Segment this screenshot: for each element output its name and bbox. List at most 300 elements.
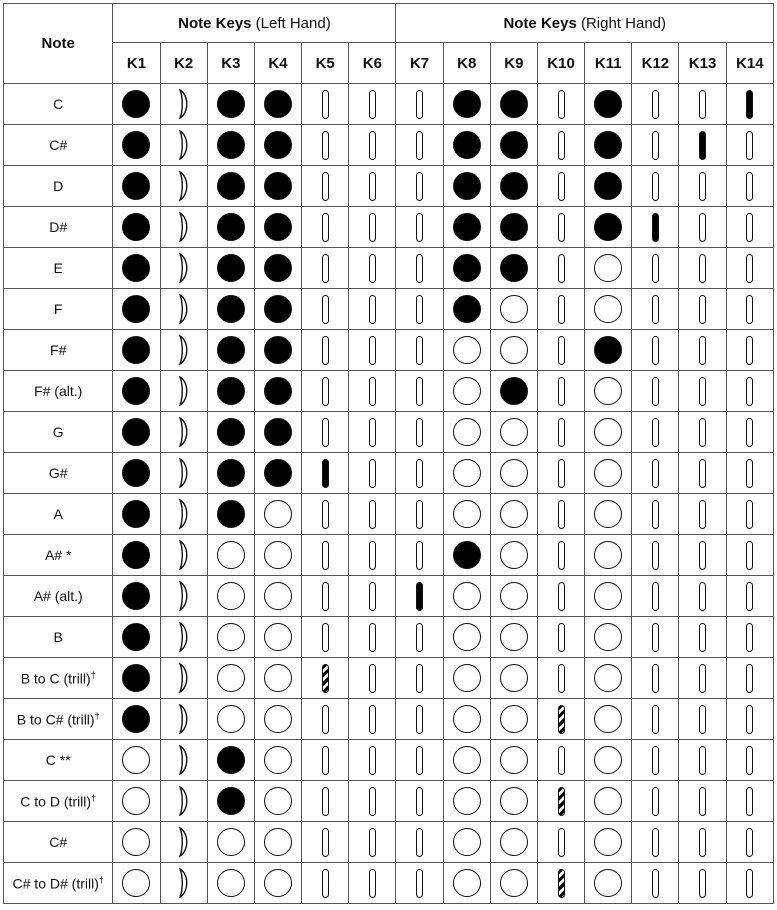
open-hole-icon: [217, 582, 245, 610]
left-hand-group-title: Note Keys: [178, 14, 252, 32]
crescent-key-icon: [177, 827, 191, 857]
key-cell-k11: [585, 740, 632, 781]
table-row: [4, 576, 774, 617]
key-cell-k1: [113, 166, 160, 207]
key-cell-k12: [632, 494, 679, 535]
closed-hole-icon: [453, 90, 481, 118]
open-hole-icon: [453, 705, 481, 733]
key-header-k11: K11: [585, 43, 632, 84]
key-cell-k4: [254, 166, 301, 207]
closed-hole-icon: [264, 254, 292, 282]
key-cell-k4: [254, 412, 301, 453]
open-key-icon: [416, 500, 423, 529]
trill-dagger: †: [90, 669, 96, 680]
key-cell-k1: [113, 125, 160, 166]
key-cell-k13: [679, 125, 726, 166]
open-hole-icon: [594, 459, 622, 487]
open-key-icon: [699, 869, 706, 898]
note-name: [4, 289, 113, 330]
key-header-k8: K8: [443, 43, 490, 84]
key-cell-k4: [254, 576, 301, 617]
key-header-k12: K12: [632, 43, 679, 84]
crescent-key-icon: [177, 581, 191, 611]
table-row: [4, 699, 774, 740]
key-cell-k9: [490, 699, 537, 740]
key-cell-k9: [490, 84, 537, 125]
key-cell-k11: [585, 535, 632, 576]
key-header-k3: K3: [207, 43, 254, 84]
open-key-icon: [416, 541, 423, 570]
key-cell-k4: [254, 658, 301, 699]
open-key-icon: [699, 418, 706, 447]
key-cell-k9: [490, 740, 537, 781]
key-cell-k7: [396, 371, 443, 412]
key-cell-k2: [160, 412, 207, 453]
key-cell-k2: [160, 453, 207, 494]
key-cell-k9: [490, 781, 537, 822]
key-cell-k10: [537, 863, 584, 904]
open-hole-icon: [594, 418, 622, 446]
key-cell-k5: [302, 84, 349, 125]
open-hole-icon: [594, 664, 622, 692]
key-cell-k3: [207, 207, 254, 248]
key-cell-k10: [537, 535, 584, 576]
key-cell-k5: [302, 576, 349, 617]
key-cell-k12: [632, 535, 679, 576]
open-key-icon: [558, 828, 565, 857]
right-hand-group-title: Note Keys: [503, 14, 577, 32]
key-cell-k1: [113, 781, 160, 822]
note-name: [4, 207, 113, 248]
key-cell-k5: [302, 453, 349, 494]
open-key-icon: [369, 541, 376, 570]
key-cell-k3: [207, 863, 254, 904]
key-cell-k10: [537, 617, 584, 658]
open-hole-icon: [594, 705, 622, 733]
open-key-icon: [699, 623, 706, 652]
closed-hole-icon: [217, 131, 245, 159]
key-cell-k13: [679, 166, 726, 207]
open-key-icon: [416, 213, 423, 242]
note-label: G: [52, 424, 64, 440]
key-cell-k10: [537, 412, 584, 453]
open-key-icon: [746, 131, 753, 160]
open-key-icon: [746, 705, 753, 734]
closed-hole-icon: [264, 377, 292, 405]
key-cell-k8: [443, 371, 490, 412]
open-key-icon: [322, 500, 329, 529]
note-label: A# *: [44, 547, 72, 563]
key-cell-k5: [302, 740, 349, 781]
note-label: D: [53, 178, 64, 194]
open-key-icon: [369, 131, 376, 160]
open-hole-icon: [217, 869, 245, 897]
key-cell-k11: [585, 248, 632, 289]
key-cell-k3: [207, 781, 254, 822]
key-cell-k11: [585, 412, 632, 453]
key-cell-k12: [632, 125, 679, 166]
key-header-k13: K13: [679, 43, 726, 84]
open-key-icon: [416, 172, 423, 201]
key-cell-k12: [632, 248, 679, 289]
open-key-icon: [699, 295, 706, 324]
open-hole-icon: [264, 623, 292, 651]
note-name: [4, 371, 113, 412]
key-cell-k10: [537, 371, 584, 412]
open-key-icon: [322, 213, 329, 242]
key-cell-k7: [396, 166, 443, 207]
key-cell-k7: [396, 617, 443, 658]
trill-key-icon: [322, 664, 329, 693]
key-cell-k1: [113, 289, 160, 330]
table-row: [4, 617, 774, 658]
closed-hole-icon: [122, 172, 150, 200]
closed-hole-icon: [217, 90, 245, 118]
open-key-icon: [369, 418, 376, 447]
key-cell-k1: [113, 453, 160, 494]
key-cell-k2: [160, 166, 207, 207]
key-cell-k8: [443, 740, 490, 781]
key-cell-k6: [349, 330, 396, 371]
key-cell-k11: [585, 658, 632, 699]
open-hole-icon: [264, 664, 292, 692]
open-hole-icon: [453, 869, 481, 897]
open-hole-icon: [217, 705, 245, 733]
open-hole-icon: [453, 418, 481, 446]
closed-hole-icon: [217, 746, 245, 774]
open-hole-icon: [122, 828, 150, 856]
open-key-icon: [746, 459, 753, 488]
key-cell-k7: [396, 84, 443, 125]
key-cell-k14: [726, 166, 773, 207]
crescent-key-icon: [177, 458, 191, 488]
open-key-icon: [369, 295, 376, 324]
note-column-header: Note: [4, 4, 113, 84]
open-key-icon: [746, 869, 753, 898]
closed-hole-icon: [122, 336, 150, 364]
key-cell-k9: [490, 863, 537, 904]
key-cell-k8: [443, 494, 490, 535]
open-key-icon: [746, 746, 753, 775]
key-cell-k1: [113, 330, 160, 371]
key-cell-k11: [585, 84, 632, 125]
key-cell-k13: [679, 535, 726, 576]
key-cell-k9: [490, 207, 537, 248]
key-cell-k2: [160, 617, 207, 658]
key-cell-k9: [490, 453, 537, 494]
closed-hole-icon: [500, 254, 528, 282]
note-label: C: [53, 96, 64, 112]
key-cell-k6: [349, 289, 396, 330]
closed-hole-icon: [500, 213, 528, 241]
open-key-icon: [699, 336, 706, 365]
key-cell-k1: [113, 576, 160, 617]
key-cell-k10: [537, 166, 584, 207]
key-cell-k11: [585, 699, 632, 740]
key-cell-k12: [632, 699, 679, 740]
open-key-icon: [699, 582, 706, 611]
open-hole-icon: [217, 664, 245, 692]
open-key-icon: [746, 541, 753, 570]
open-key-icon: [746, 377, 753, 406]
closed-hole-icon: [500, 90, 528, 118]
open-hole-icon: [594, 623, 622, 651]
crescent-key-icon: [177, 212, 191, 242]
open-key-icon: [416, 131, 423, 160]
open-key-icon: [369, 582, 376, 611]
key-cell-k13: [679, 822, 726, 863]
key-cell-k14: [726, 822, 773, 863]
open-hole-icon: [500, 336, 528, 364]
note-label: C **: [45, 752, 71, 768]
key-cell-k4: [254, 535, 301, 576]
table-row: [4, 658, 774, 699]
open-key-icon: [369, 623, 376, 652]
key-cell-k14: [726, 535, 773, 576]
key-cell-k7: [396, 781, 443, 822]
closed-hole-icon: [122, 582, 150, 610]
closed-hole-icon: [122, 459, 150, 487]
closed-hole-icon: [594, 336, 622, 364]
key-cell-k13: [679, 658, 726, 699]
crescent-key-icon: [177, 130, 191, 160]
open-key-icon: [369, 705, 376, 734]
key-cell-k13: [679, 453, 726, 494]
closed-hole-icon: [453, 295, 481, 323]
key-cell-k8: [443, 166, 490, 207]
key-cell-k10: [537, 781, 584, 822]
key-cell-k4: [254, 822, 301, 863]
key-cell-k7: [396, 494, 443, 535]
open-key-icon: [652, 541, 659, 570]
key-cell-k2: [160, 822, 207, 863]
closed-hole-icon: [264, 131, 292, 159]
table-row: [4, 535, 774, 576]
key-cell-k3: [207, 740, 254, 781]
key-cell-k2: [160, 84, 207, 125]
open-hole-icon: [453, 336, 481, 364]
key-cell-k2: [160, 125, 207, 166]
key-cell-k6: [349, 576, 396, 617]
key-cell-k11: [585, 289, 632, 330]
key-cell-k6: [349, 617, 396, 658]
key-cell-k7: [396, 822, 443, 863]
crescent-key-icon: [177, 171, 191, 201]
pressed-key-icon: [322, 459, 329, 488]
key-cell-k3: [207, 822, 254, 863]
note-label: A# (alt.): [33, 588, 83, 604]
crescent-key-icon: [177, 294, 191, 324]
key-cell-k14: [726, 207, 773, 248]
key-cell-k2: [160, 576, 207, 617]
key-cell-k7: [396, 535, 443, 576]
key-cell-k5: [302, 248, 349, 289]
key-cell-k13: [679, 412, 726, 453]
open-key-icon: [558, 336, 565, 365]
pressed-key-icon: [652, 213, 659, 242]
closed-hole-icon: [122, 418, 150, 446]
open-key-icon: [746, 500, 753, 529]
note-name: [4, 330, 113, 371]
crescent-key-icon: [177, 745, 191, 775]
crescent-key-icon: [177, 540, 191, 570]
open-key-icon: [416, 787, 423, 816]
open-key-icon: [322, 336, 329, 365]
key-cell-k13: [679, 576, 726, 617]
table-row: [4, 822, 774, 863]
open-hole-icon: [594, 295, 622, 323]
open-key-icon: [699, 213, 706, 242]
open-key-icon: [369, 213, 376, 242]
fingering-table: [3, 3, 774, 904]
trill-key-icon: [558, 787, 565, 816]
key-cell-k2: [160, 371, 207, 412]
key-cell-k3: [207, 658, 254, 699]
closed-hole-icon: [453, 131, 481, 159]
closed-hole-icon: [264, 172, 292, 200]
key-cell-k3: [207, 166, 254, 207]
closed-hole-icon: [122, 90, 150, 118]
open-hole-icon: [264, 787, 292, 815]
key-cell-k9: [490, 248, 537, 289]
key-cell-k5: [302, 125, 349, 166]
key-cell-k4: [254, 248, 301, 289]
key-cell-k11: [585, 863, 632, 904]
open-key-icon: [369, 172, 376, 201]
open-key-icon: [699, 377, 706, 406]
open-key-icon: [558, 459, 565, 488]
key-cell-k2: [160, 207, 207, 248]
open-key-icon: [558, 172, 565, 201]
key-cell-k12: [632, 822, 679, 863]
open-key-icon: [369, 90, 376, 119]
key-cell-k11: [585, 207, 632, 248]
open-key-icon: [322, 582, 329, 611]
closed-hole-icon: [122, 500, 150, 528]
key-cell-k13: [679, 371, 726, 412]
open-hole-icon: [500, 787, 528, 815]
crescent-key-icon: [177, 417, 191, 447]
note-name: [4, 248, 113, 289]
open-key-icon: [652, 377, 659, 406]
open-hole-icon: [453, 582, 481, 610]
key-cell-k14: [726, 371, 773, 412]
key-cell-k10: [537, 125, 584, 166]
key-cell-k5: [302, 699, 349, 740]
key-cell-k4: [254, 863, 301, 904]
open-hole-icon: [453, 459, 481, 487]
key-cell-k14: [726, 576, 773, 617]
key-cell-k12: [632, 412, 679, 453]
closed-hole-icon: [122, 213, 150, 241]
open-key-icon: [416, 459, 423, 488]
key-cell-k7: [396, 576, 443, 617]
crescent-key-icon: [177, 253, 191, 283]
key-header-k1: K1: [113, 43, 160, 84]
open-key-icon: [558, 623, 565, 652]
open-key-icon: [746, 172, 753, 201]
key-cell-k2: [160, 740, 207, 781]
key-cell-k11: [585, 822, 632, 863]
key-cell-k6: [349, 535, 396, 576]
open-key-icon: [416, 336, 423, 365]
open-key-icon: [416, 418, 423, 447]
open-hole-icon: [594, 787, 622, 815]
key-cell-k1: [113, 207, 160, 248]
open-hole-icon: [453, 500, 481, 528]
key-cell-k13: [679, 699, 726, 740]
key-cell-k2: [160, 535, 207, 576]
open-hole-icon: [500, 541, 528, 569]
key-cell-k2: [160, 494, 207, 535]
right-hand-group-subtitle: (Right Hand): [576, 14, 666, 32]
key-cell-k14: [726, 863, 773, 904]
open-key-icon: [652, 172, 659, 201]
closed-hole-icon: [217, 377, 245, 405]
open-key-icon: [369, 459, 376, 488]
open-key-icon: [746, 664, 753, 693]
open-key-icon: [652, 623, 659, 652]
key-cell-k8: [443, 822, 490, 863]
closed-hole-icon: [217, 418, 245, 446]
crescent-key-icon: [177, 786, 191, 816]
key-cell-k7: [396, 330, 443, 371]
note-name: [4, 617, 113, 658]
trill-key-icon: [558, 705, 565, 734]
open-key-icon: [322, 295, 329, 324]
key-cell-k4: [254, 781, 301, 822]
open-key-icon: [699, 172, 706, 201]
key-cell-k14: [726, 617, 773, 658]
key-cell-k3: [207, 617, 254, 658]
open-key-icon: [369, 336, 376, 365]
crescent-key-icon: [177, 663, 191, 693]
open-hole-icon: [217, 828, 245, 856]
note-name: [4, 535, 113, 576]
key-cell-k4: [254, 617, 301, 658]
key-cell-k6: [349, 740, 396, 781]
key-cell-k4: [254, 494, 301, 535]
open-key-icon: [652, 869, 659, 898]
key-cell-k13: [679, 289, 726, 330]
open-hole-icon: [500, 705, 528, 733]
key-cell-k4: [254, 453, 301, 494]
open-hole-icon: [453, 787, 481, 815]
closed-hole-icon: [122, 623, 150, 651]
key-cell-k11: [585, 453, 632, 494]
key-cell-k3: [207, 289, 254, 330]
key-cell-k14: [726, 453, 773, 494]
key-cell-k3: [207, 248, 254, 289]
open-key-icon: [746, 623, 753, 652]
closed-hole-icon: [217, 172, 245, 200]
key-cell-k12: [632, 617, 679, 658]
key-cell-k13: [679, 84, 726, 125]
key-cell-k6: [349, 371, 396, 412]
closed-hole-icon: [264, 418, 292, 446]
note-label: F# (alt.): [34, 383, 83, 399]
open-key-icon: [416, 828, 423, 857]
key-cell-k4: [254, 207, 301, 248]
open-hole-icon: [500, 828, 528, 856]
open-hole-icon: [453, 828, 481, 856]
open-key-icon: [699, 459, 706, 488]
key-header-k4: K4: [254, 43, 301, 84]
key-cell-k1: [113, 863, 160, 904]
key-cell-k5: [302, 822, 349, 863]
open-key-icon: [416, 377, 423, 406]
open-key-icon: [699, 787, 706, 816]
